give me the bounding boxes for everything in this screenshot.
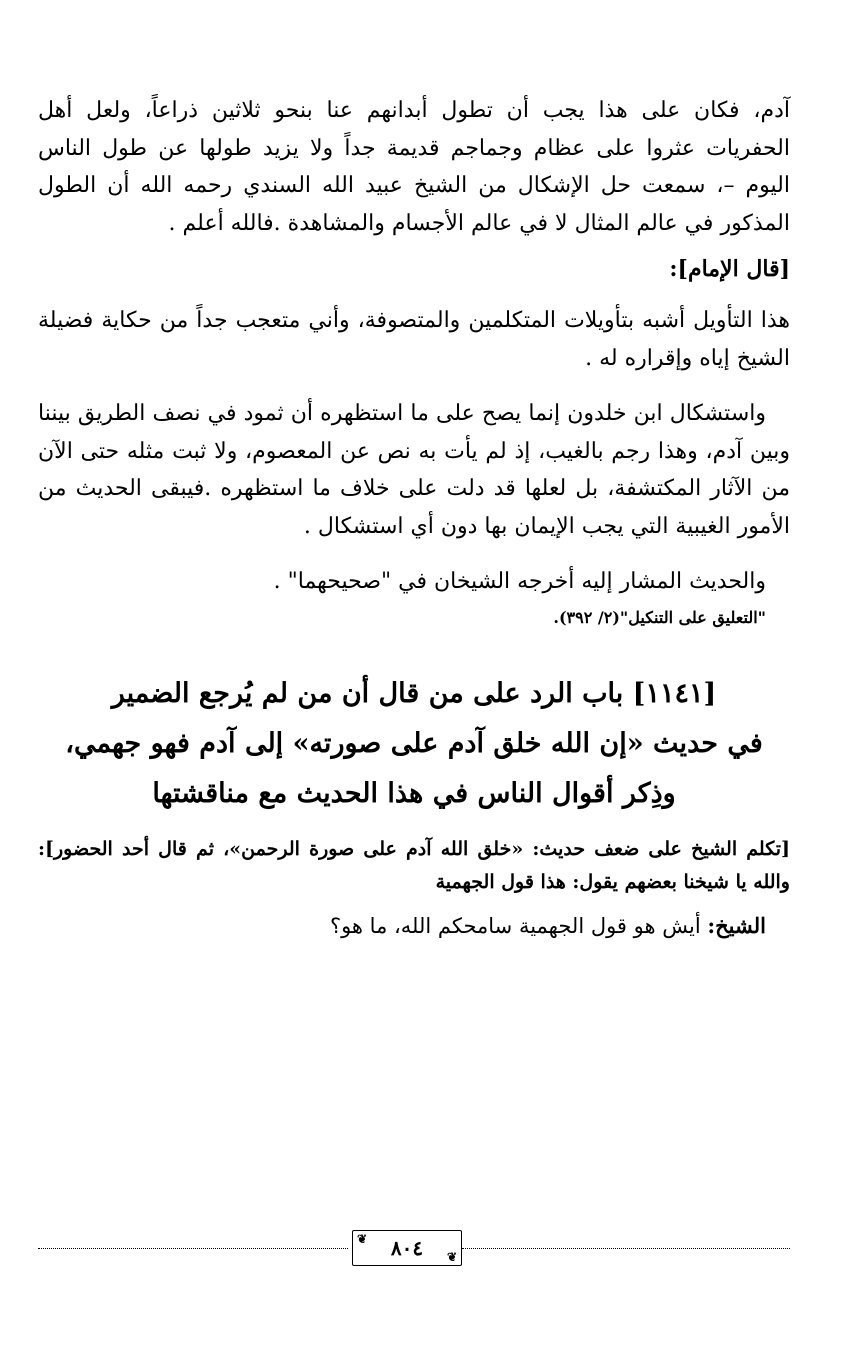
footer-divider-right xyxy=(462,1248,790,1249)
paragraph-2: هذا التأويل أشبه بتأويلات المتكلمين والمتصوفة، وأني متعجب جداً من حكاية فضيلة الشيخ إياه وإقراره له . xyxy=(38,308,790,371)
ornament-icon: ❦ xyxy=(446,1250,457,1264)
page-number-box xyxy=(352,1230,462,1266)
footer-divider-left xyxy=(38,1248,348,1249)
page-body xyxy=(38,92,790,943)
page-number: ٨٠٤ xyxy=(390,1236,424,1260)
paragraph-4: والحديث المشار إليه أخرجه الشيخان في "صحيحهما" . xyxy=(273,569,766,594)
chapter-heading xyxy=(38,669,790,819)
sheikh-label: الشيخ: xyxy=(707,912,766,938)
chapter-heading-line-1: [١١٤١] باب الرد على من قال أن من لم يُرجع الضمير xyxy=(111,677,717,709)
reference-citation: "التعليق على التنكيل"(٢/ ٣٩٢). xyxy=(553,607,766,627)
page-footer xyxy=(38,1228,790,1268)
imam-heading: [قال الإمام]: xyxy=(669,256,790,282)
paragraph-3: واستشكال ابن خلدون إنما يصح على ما استظهره أن ثمود في نصف الطريق بيننا وبين آدم، وهذا رجم بالغيب، إذ لم يأت به نص عن المعصوم، ولا ثبت مثله حتى الآن من الآثار المكتشفة، بل لعلها قد دلت على خلاف ما استظهره .فيبقى الحديث من الأمور الغيبية التي يجب الإيمان بها دون أي استشكال . xyxy=(38,401,790,539)
chapter-heading-line-2: في حديث «إن الله خلق آدم على صورته» إلى آدم فهو جهمي، xyxy=(65,727,763,759)
discussion-intro: [تكلم الشيخ على ضعف حديث: «خلق الله آدم على صورة الرحمن»، ثم قال أحد الحضور]: والله يا شيخنا بعضهم يقول: هذا قول الجهمية xyxy=(38,837,790,893)
chapter-heading-line-3: وذِكر أقوال الناس في هذا الحديث مع مناقشتها xyxy=(152,777,676,809)
sheikh-reply-text: أيش هو قول الجهمية سامحكم الله، ما هو؟ xyxy=(329,913,708,938)
sheikh-reply xyxy=(38,909,790,943)
paragraph-1: آدم، فكان على هذا يجب أن تطول أبدانهم عنا بنحو ثلاثين ذراعاً، ولعل أهل الحفريات عثروا على عظام وجماجم قديمة جداً ولا يزيد طولها عن طول الناس اليوم –، سمعت حل الإشكال من الشيخ عبيد الله السندي رحمه الله أن الطول المذكور في عالم المثال لا في عالم الأجسام والمشاهدة .فالله أعلم . xyxy=(38,98,790,236)
ornament-icon: ❦ xyxy=(357,1232,368,1246)
